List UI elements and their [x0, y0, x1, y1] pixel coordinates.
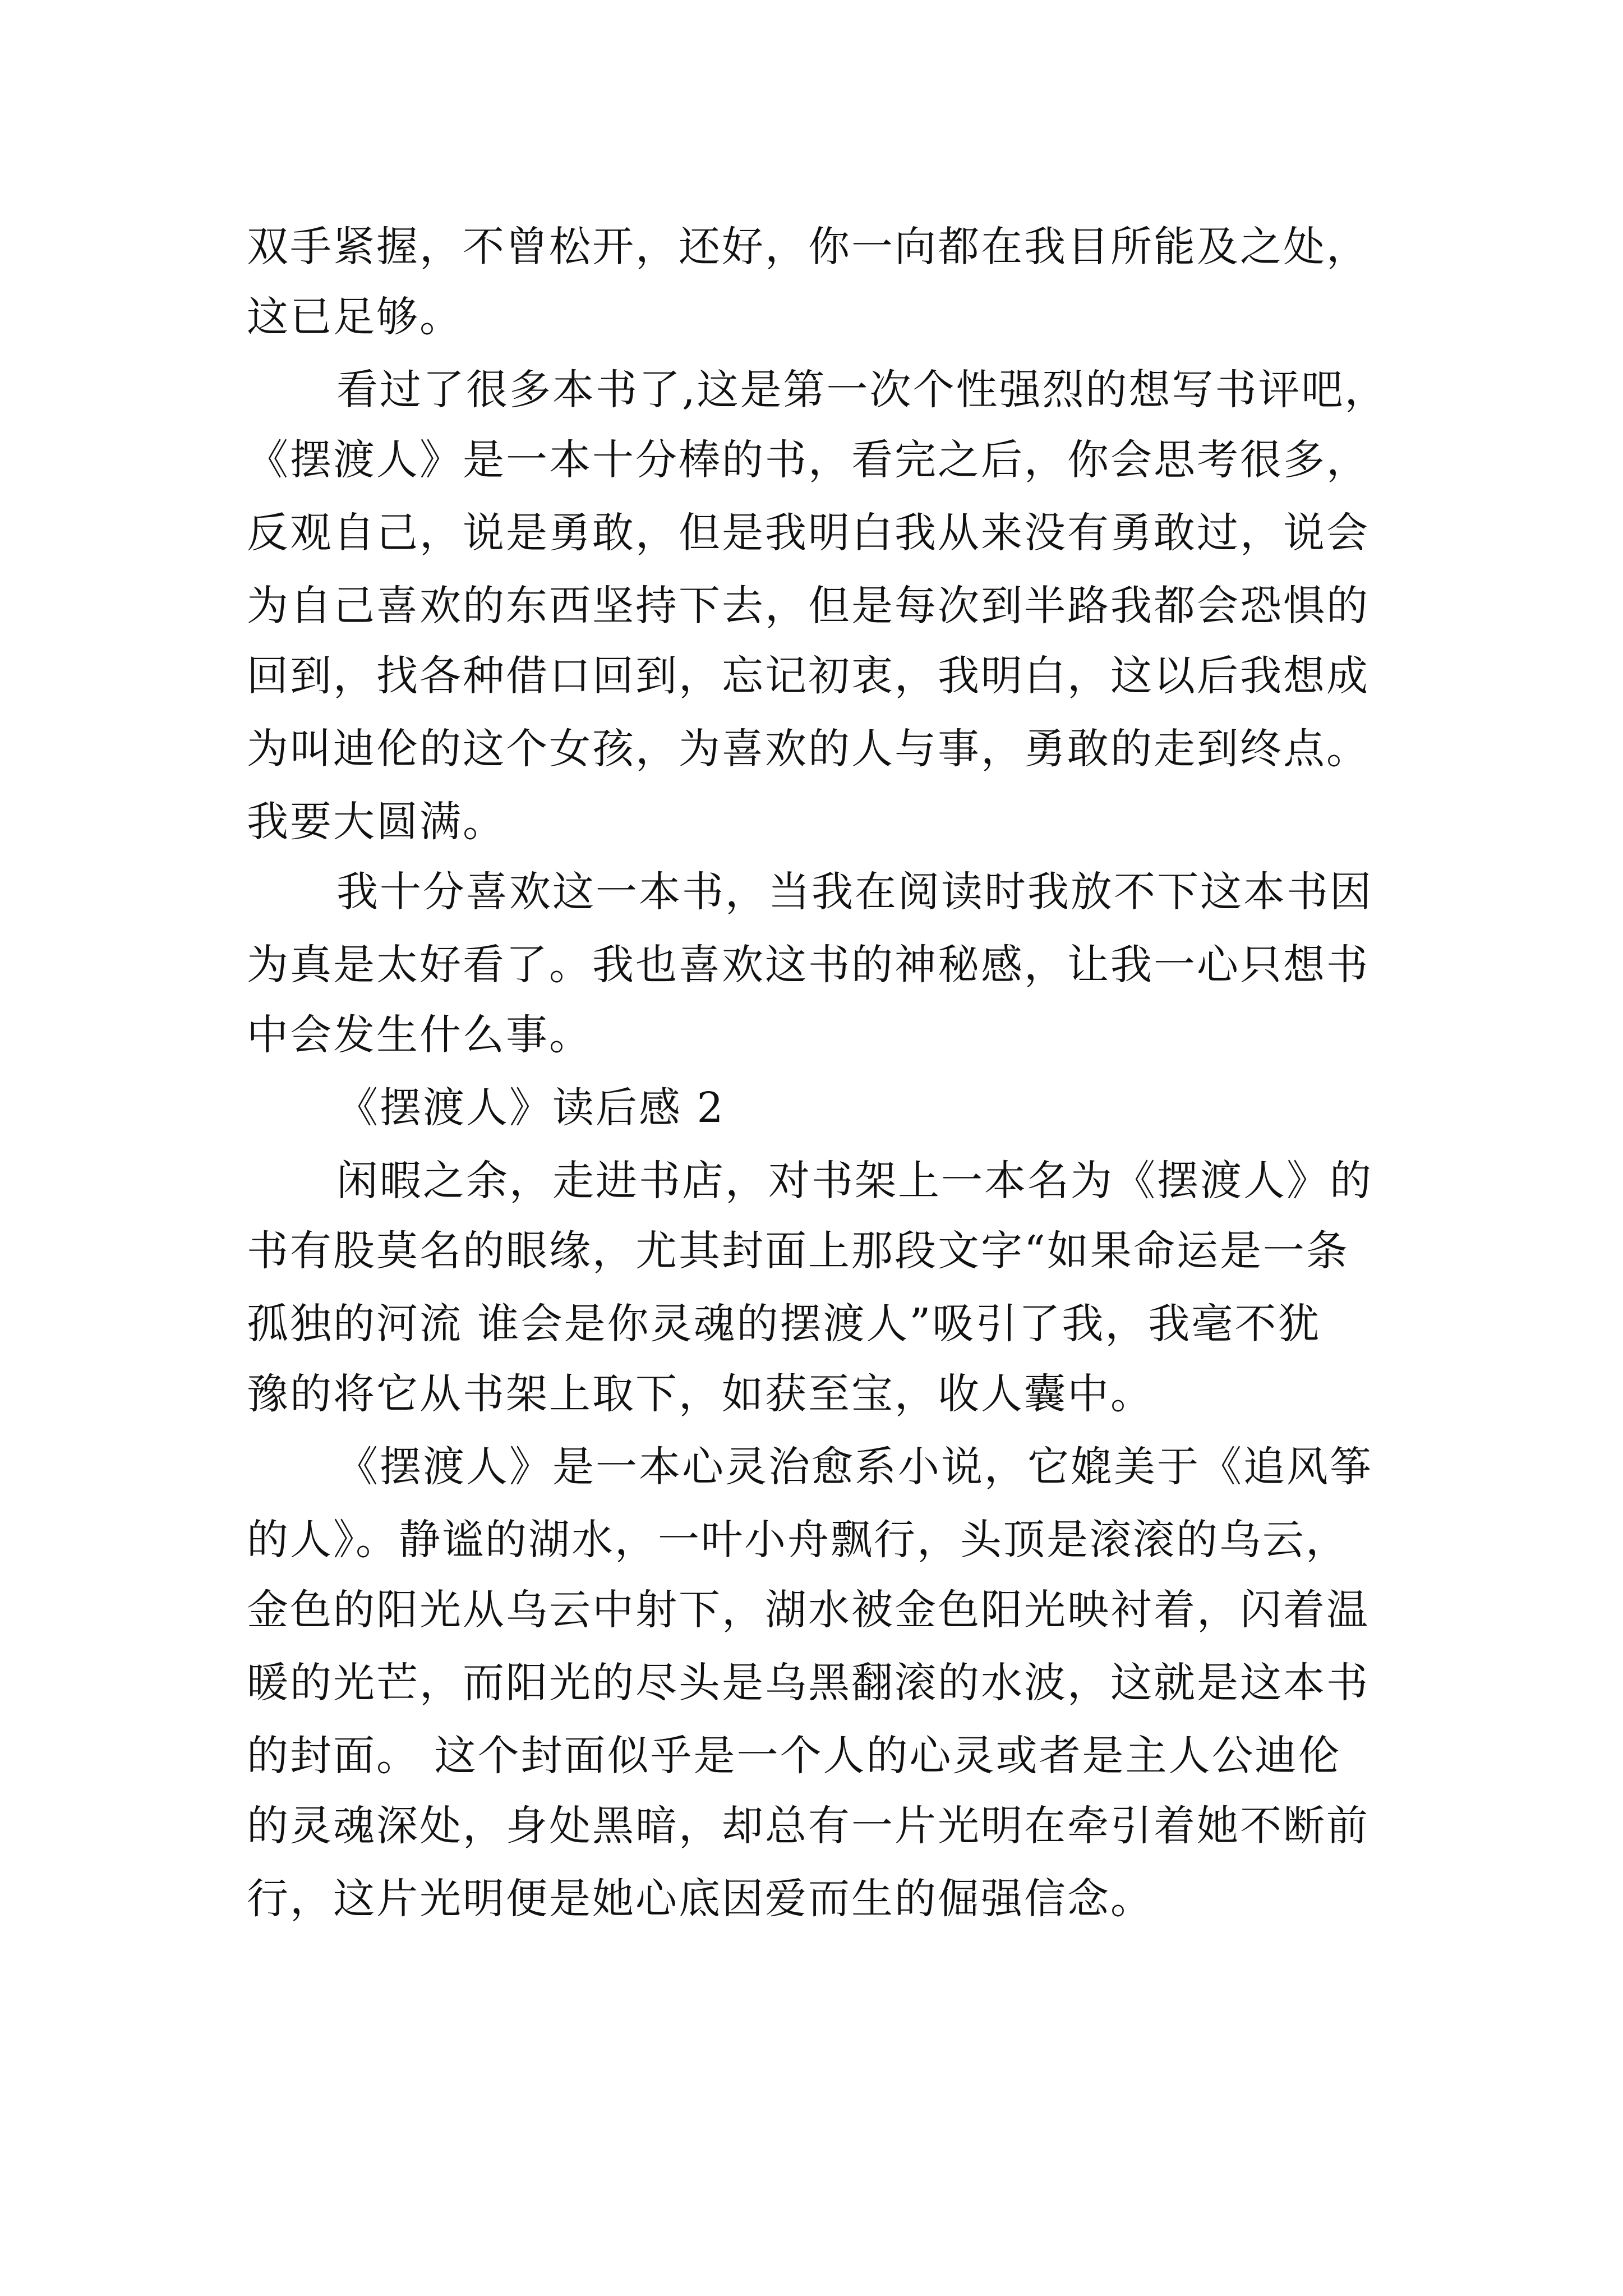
- text-line: 的封面。 这个封面似乎是一个人的心灵或者是主人公迪伦: [247, 1732, 1341, 1780]
- paragraph-first-line: 闲暇之余，走进书店，对书架上一本名为《摆渡人》的: [336, 1157, 1373, 1205]
- text-line: 孤独的河流 谁会是你灵魂的摆渡人”吸引了我，我毫不犹: [247, 1300, 1321, 1348]
- section-heading: 《摆渡人》读后感 2: [336, 1084, 725, 1132]
- text-line: 书有股莫名的眼缘，尤其封面上那段文字“如果命运是一条: [247, 1227, 1349, 1275]
- text-line: 豫的将它从书架上取下，如获至宝，收人囊中。: [247, 1370, 1154, 1418]
- text-line: 行，这片光明便是她心底因爱而生的倔强信念。: [247, 1875, 1154, 1923]
- text-line: 《摆渡人》是一本十分棒的书，看完之后，你会思考很多，: [247, 436, 1370, 484]
- paragraph-first-line: 我十分喜欢这一本书，当我在阅读时我放不下这本书因: [336, 868, 1373, 916]
- text-line: 为真是太好看了。我也喜欢这书的神秘感，让我一心只想书: [247, 941, 1370, 989]
- paragraph-first-line: 看过了很多本书了,这是第一次个性强烈的想写书评吧，: [336, 366, 1388, 414]
- paragraph-first-line: 《摆渡人》是一本心灵治愈系小说，它媲美于《追风筝: [336, 1443, 1373, 1491]
- text-line: 反观自己，说是勇敢，但是我明白我从来没有勇敢过，说会: [247, 509, 1370, 557]
- text-line: 中会发生什么事。: [247, 1011, 592, 1059]
- text-line: 的人》。静谧的湖水，一叶小舟飘行，头顶是滚滚的乌云，: [247, 1516, 1349, 1564]
- text-line: 回到，找各种借口回到，忘记初衷，我明白，这以后我想成: [247, 652, 1370, 700]
- text-line: 为叫迪伦的这个女孩，为喜欢的人与事，勇敢的走到终点。: [247, 725, 1370, 773]
- text-line: 为自己喜欢的东西坚持下去，但是每次到半路我都会恐惧的: [247, 582, 1370, 630]
- text-line: 我要大圆满。: [247, 798, 506, 846]
- text-line: 双手紧握，不曾松开，还好，你一向都在我目所能及之处，: [247, 223, 1370, 271]
- text-line: 的灵魂深处，身处黑暗，却总有一片光明在牵引着她不断前: [247, 1802, 1370, 1850]
- text-line: 这已足够。: [247, 293, 463, 341]
- text-line: 暖的光芒，而阳光的尽头是乌黑翻滚的水波，这就是这本书: [247, 1659, 1370, 1707]
- text-line: 金色的阳光从乌云中射下，湖水被金色阳光映衬着，闪着温: [247, 1586, 1370, 1634]
